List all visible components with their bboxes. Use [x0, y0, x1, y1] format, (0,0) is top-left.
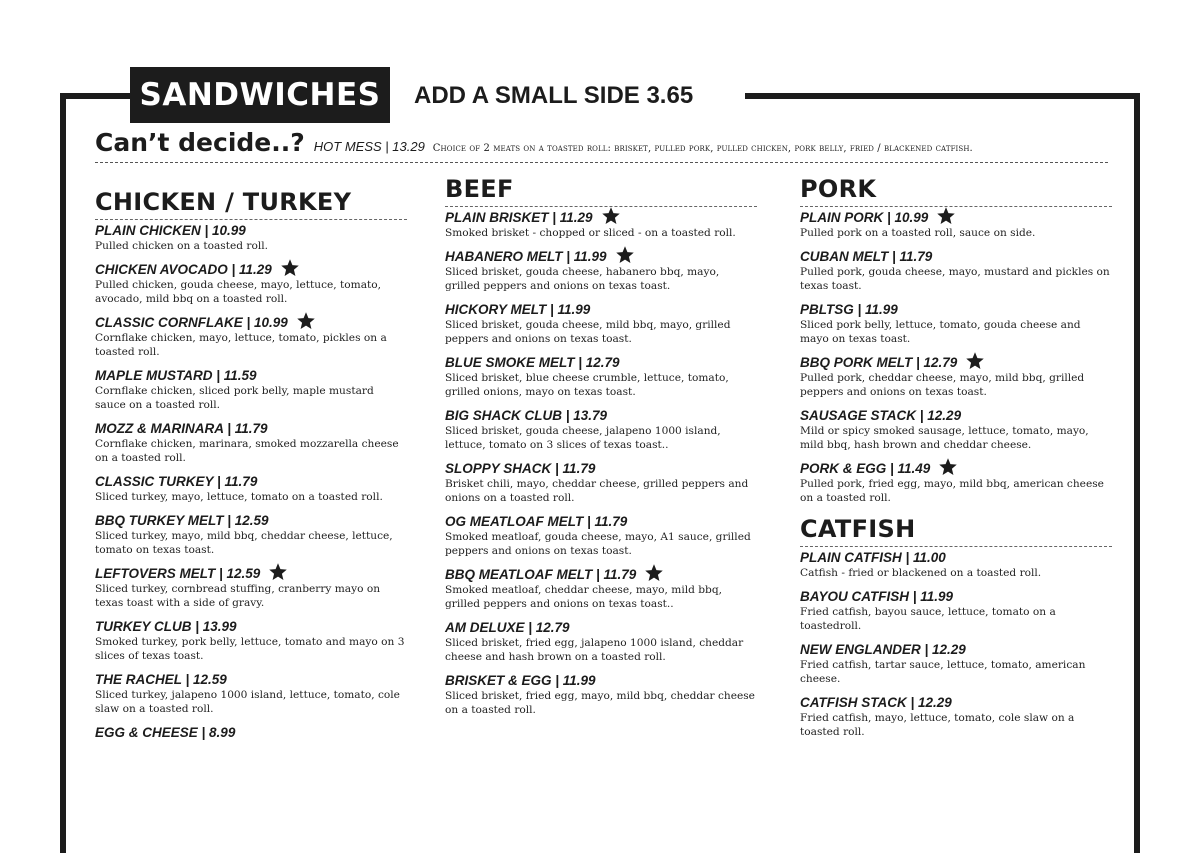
menu-item-name-text: CHICKEN AVOCADO | 11.29	[95, 262, 272, 277]
menu-item-name-text: SLOPPY SHACK | 11.79	[445, 461, 596, 476]
menu-item-description: Pulled pork, gouda cheese, mayo, mustard and pickles on texas toast.	[800, 266, 1110, 292]
menu-item-name-text: BLUE SMOKE MELT | 12.79	[445, 355, 620, 370]
menu-item-name	[95, 619, 407, 635]
menu-item-name	[95, 223, 407, 239]
menu-item-name	[445, 567, 757, 583]
menu-item-name-text: PORK & EGG | 11.49	[800, 461, 931, 476]
menu-item-name-text: THE RACHEL | 12.59	[95, 672, 227, 687]
menu-item-name-text: OG MEATLOAF MELT | 11.79	[445, 514, 628, 529]
menu-item	[800, 210, 1112, 240]
page-title: SANDWICHES	[139, 77, 381, 113]
menu-item-name-text: MOZZ & MARINARA | 11.79	[95, 421, 268, 436]
menu-item-name	[95, 315, 407, 331]
cant-decide-title: Can’t decide..?	[95, 128, 305, 157]
menu-item	[445, 210, 757, 240]
menu-item	[800, 642, 1112, 686]
menu-item-name	[95, 566, 407, 582]
menu-item-name-text: BIG SHACK CLUB | 13.79	[445, 408, 608, 423]
menu-item-description: Fried catfish, bayou sauce, lettuce, tomato on a toastedroll.	[800, 606, 1056, 632]
menu-item-name-text: BAYOU CATFISH | 11.99	[800, 589, 954, 604]
section-title-catfish: CATFISH	[800, 515, 1112, 547]
menu-item	[95, 223, 407, 253]
menu-item-description: Cornflake chicken, mayo, lettuce, tomato, pickles on a toasted roll.	[95, 332, 387, 358]
star-icon	[601, 206, 621, 226]
menu-item-name	[445, 302, 757, 318]
items-list	[95, 223, 407, 741]
menu-item-name-text: CLASSIC TURKEY | 11.79	[95, 474, 258, 489]
menu-item-name	[800, 550, 1112, 566]
menu-item	[95, 672, 407, 716]
menu-item-name-text: BRISKET & EGG | 11.99	[445, 673, 596, 688]
menu-item	[445, 620, 757, 664]
menu-item-description: Smoked meatloaf, cheddar cheese, mayo, mild bbq, grilled peppers and onions on texas toast..	[445, 584, 722, 610]
menu-item-description: Smoked brisket - chopped or sliced - on a toasted roll.	[445, 227, 736, 239]
menu-item	[445, 461, 757, 505]
menu-item-description: Sliced brisket, gouda cheese, mild bbq, mayo, grilled peppers and onions on texas toast.	[445, 319, 731, 345]
star-icon	[965, 351, 985, 371]
menu-item-name	[445, 210, 757, 226]
menu-item-name-text: PLAIN CHICKEN | 10.99	[95, 223, 246, 238]
menu-item-name-text: PLAIN BRISKET | 11.29	[445, 210, 593, 225]
section-title-pork: PORK	[800, 175, 1112, 207]
menu-item-name	[800, 210, 1112, 226]
menu-item-name	[95, 262, 407, 278]
menu-item	[800, 695, 1112, 739]
menu-item-name-text: SAUSAGE STACK | 12.29	[800, 408, 962, 423]
menu-item-description: Sliced brisket, fried egg, mayo, mild bbq, cheddar cheese on a toasted roll.	[445, 690, 755, 716]
menu-item	[95, 619, 407, 663]
menu-item-name-text: BBQ PORK MELT | 12.79	[800, 355, 958, 370]
menu-item-name	[445, 673, 757, 689]
column-catfish	[800, 515, 1112, 748]
menu-item-description: Cornflake chicken, marinara, smoked mozzarella cheese on a toasted roll.	[95, 438, 399, 464]
menu-item	[800, 302, 1112, 346]
menu-item-name	[800, 249, 1112, 265]
menu-item	[445, 514, 757, 558]
star-icon	[936, 206, 956, 226]
hot-mess-description: Choice of 2 meats on a toasted roll: brisket, pulled pork, pulled chicken, pork belly, fried / blackened catfish.	[432, 143, 973, 154]
menu-item-name	[800, 589, 1112, 605]
menu-item-name	[445, 355, 757, 371]
menu-item-name	[95, 725, 407, 741]
column-chicken-turkey	[95, 188, 407, 750]
menu-item-name-text: CLASSIC CORNFLAKE | 10.99	[95, 315, 288, 330]
menu-item-description: Catfish - fried or blackened on a toasted roll.	[800, 567, 1042, 579]
menu-item	[445, 249, 757, 293]
menu-item-name	[800, 302, 1112, 318]
menu-item-description: Sliced brisket, gouda cheese, habanero bbq, mayo, grilled peppers and onions on texas toast.	[445, 266, 720, 292]
cant-decide-row	[95, 128, 1110, 157]
column-pork	[800, 175, 1112, 514]
menu-item-description: Sliced turkey, jalapeno 1000 island, lettuce, tomato, cole slaw on a toasted roll.	[95, 689, 400, 715]
menu-item	[800, 589, 1112, 633]
items-list	[800, 550, 1112, 739]
menu-item-name	[95, 474, 407, 490]
menu-item	[800, 408, 1112, 452]
menu-item-description: Sliced brisket, blue cheese crumble, lettuce, tomato, grilled onions, mayo on texas toast.	[445, 372, 729, 398]
menu-item	[800, 249, 1112, 293]
menu-item	[95, 474, 407, 504]
menu-item-name-text: BBQ TURKEY MELT | 12.59	[95, 513, 269, 528]
menu-item-description: Sliced pork belly, lettuce, tomato, gouda cheese and mayo on texas toast.	[800, 319, 1081, 345]
menu-item-name	[800, 642, 1112, 658]
menu-item-description: Pulled pork, cheddar cheese, mayo, mild bbq, grilled peppers and onions on texas toast.	[800, 372, 1085, 398]
menu-item-name-text: AM DELUXE | 12.79	[445, 620, 570, 635]
menu-item-name	[800, 461, 1112, 477]
menu-item	[95, 513, 407, 557]
menu-item	[445, 302, 757, 346]
menu-item-name-text: PLAIN PORK | 10.99	[800, 210, 929, 225]
menu-item-name	[95, 421, 407, 437]
menu-item	[445, 567, 757, 611]
star-icon	[644, 563, 664, 583]
menu-item-description: Cornflake chicken, sliced pork belly, maple mustard sauce on a toasted roll.	[95, 385, 374, 411]
menu-item	[445, 355, 757, 399]
menu-item-description: Fried catfish, mayo, lettuce, tomato, cole slaw on a toasted roll.	[800, 712, 1075, 738]
menu-item-name-text: HICKORY MELT | 11.99	[445, 302, 591, 317]
menu-item	[95, 262, 407, 306]
menu-item-name-text: LEFTOVERS MELT | 12.59	[95, 566, 261, 581]
menu-item-description: Pulled pork, fried egg, mayo, mild bbq, american cheese on a toasted roll.	[800, 478, 1104, 504]
menu-item-description: Pulled chicken, gouda cheese, mayo, lettuce, tomato, avocado, mild bbq on a toasted roll.	[95, 279, 382, 305]
menu-item-name	[800, 695, 1112, 711]
star-icon	[280, 258, 300, 278]
menu-item	[95, 725, 407, 741]
star-icon	[938, 457, 958, 477]
section-title-beef: BEEF	[445, 175, 757, 207]
menu-item-name-text: BBQ MEATLOAF MELT | 11.79	[445, 567, 637, 582]
column-beef	[445, 175, 757, 726]
add-side-note: ADD A SMALL SIDE 3.65	[414, 82, 694, 109]
menu-item-description: Fried catfish, tartar sauce, lettuce, tomato, american cheese.	[800, 659, 1086, 685]
menu-item	[445, 408, 757, 452]
section-header-sandwiches	[130, 67, 390, 123]
menu-item	[445, 673, 757, 717]
menu-item-name-text: PLAIN CATFISH | 11.00	[800, 550, 946, 565]
menu-item-name-text: CATFISH STACK | 12.29	[800, 695, 952, 710]
hot-mess-name-price: HOT MESS | 13.29	[313, 139, 425, 154]
menu-item	[95, 315, 407, 359]
menu-item-name	[445, 249, 757, 265]
menu-item-description: Mild or spicy smoked sausage, lettuce, tomato, mayo, mild bbq, hash brown and cheddar cheese.	[800, 425, 1089, 451]
menu-item-name-text: CUBAN MELT | 11.79	[800, 249, 933, 264]
menu-item-name	[95, 368, 407, 384]
menu-item-name-text: PBLTSG | 11.99	[800, 302, 898, 317]
menu-item-name-text: MAPLE MUSTARD | 11.59	[95, 368, 257, 383]
menu-item-name	[800, 355, 1112, 371]
menu-item-name-text: HABANERO MELT | 11.99	[445, 249, 607, 264]
menu-item-description: Sliced brisket, fried egg, jalapeno 1000 island, cheddar cheese and hash brown on a toasted roll.	[445, 637, 744, 663]
menu-item-name	[445, 408, 757, 424]
menu-item-description: Smoked turkey, pork belly, lettuce, tomato and mayo on 3 slices of texas toast.	[95, 636, 405, 662]
menu-item-description: Sliced brisket, gouda cheese, jalapeno 1000 island, lettuce, tomato on 3 slices of texas toast..	[445, 425, 721, 451]
menu-item-name	[445, 461, 757, 477]
menu-item-description: Pulled pork on a toasted roll, sauce on side.	[800, 227, 1036, 239]
menu-item-description: Sliced turkey, mayo, lettuce, tomato on a toasted roll.	[95, 491, 383, 503]
menu-item-name	[445, 620, 757, 636]
menu-item-name	[95, 513, 407, 529]
menu-item	[95, 368, 407, 412]
menu-item-description: Pulled chicken on a toasted roll.	[95, 240, 269, 252]
divider-dashed	[95, 162, 1108, 163]
items-list	[445, 210, 757, 717]
menu-item	[800, 355, 1112, 399]
items-list	[800, 210, 1112, 505]
section-title-chicken-turkey: CHICKEN / TURKEY	[95, 188, 407, 220]
menu-item-description: Sliced turkey, mayo, mild bbq, cheddar cheese, lettuce, tomato on texas toast.	[95, 530, 393, 556]
menu-item-name-text: EGG & CHEESE | 8.99	[95, 725, 236, 740]
menu-item	[800, 550, 1112, 580]
menu-item-description: Sliced turkey, cornbread stuffing, cranberry mayo on texas toast with a side of gravy.	[95, 583, 381, 609]
star-icon	[268, 562, 288, 582]
menu-item-name	[95, 672, 407, 688]
menu-item-name	[445, 514, 757, 530]
menu-item	[95, 421, 407, 465]
menu-item-description: Brisket chili, mayo, cheddar cheese, grilled peppers and onions on a toasted roll.	[445, 478, 749, 504]
star-icon	[296, 311, 316, 331]
menu-item-name-text: NEW ENGLANDER | 12.29	[800, 642, 966, 657]
menu-item	[95, 566, 407, 610]
menu-item-name	[800, 408, 1112, 424]
menu-item-name-text: TURKEY CLUB | 13.99	[95, 619, 237, 634]
menu-item-description: Smoked meatloaf, gouda cheese, mayo, A1 sauce, grilled peppers and onions on texas toast.	[445, 531, 751, 557]
star-icon	[615, 245, 635, 265]
menu-item	[800, 461, 1112, 505]
